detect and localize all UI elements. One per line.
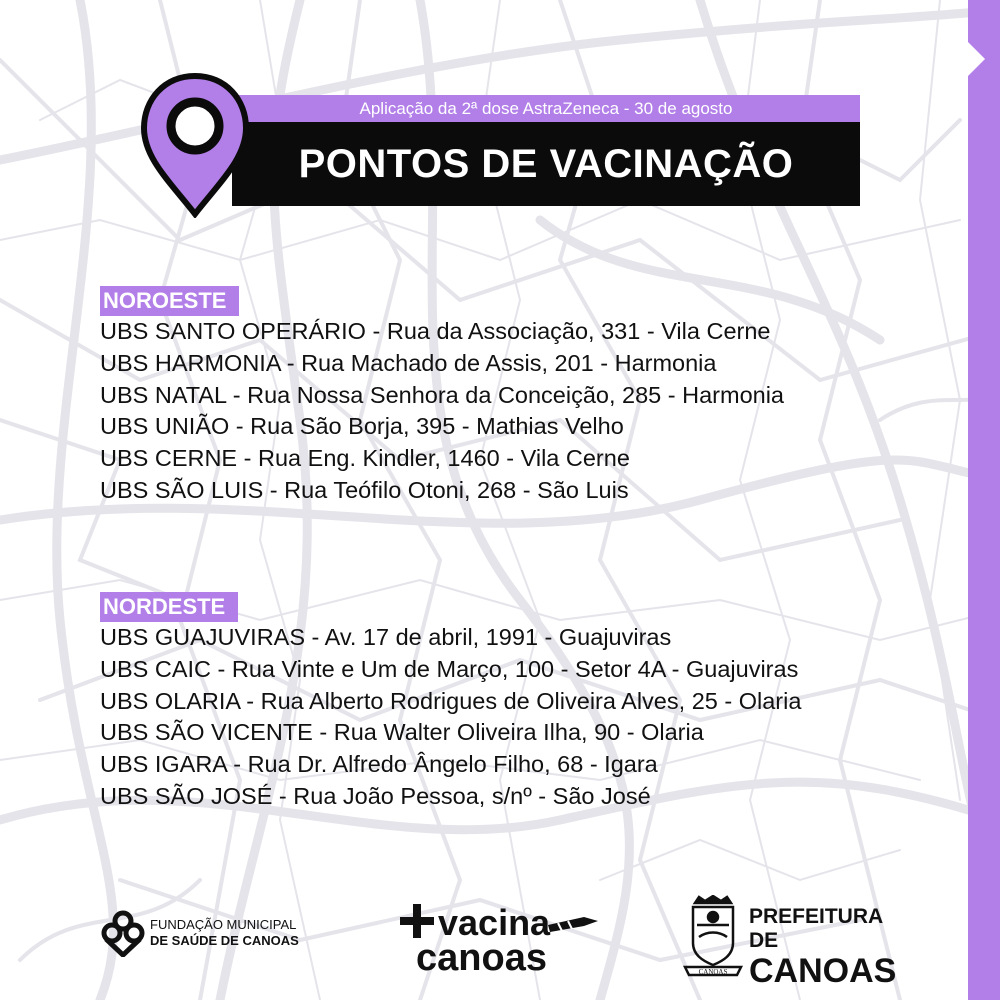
prefeitura-line1: PREFEITURA DE bbox=[749, 905, 883, 952]
ubs-address: - Rua Dr. Alfredo Ângelo Filho, 68 - Igara bbox=[226, 751, 658, 778]
vacina-text: vacina bbox=[438, 902, 551, 943]
ubs-name: UBS NATAL bbox=[100, 381, 227, 408]
list-item bbox=[100, 781, 801, 813]
header-subtitle: Aplicação da 2ª dose AstraZeneca - 30 de agosto bbox=[232, 95, 860, 122]
ubs-address: - Rua Walter Oliveira Ilha, 90 - Olaria bbox=[312, 719, 704, 746]
list-item bbox=[100, 411, 784, 443]
ubs-address: - Rua São Borja, 395 - Mathias Velho bbox=[229, 413, 624, 440]
ubs-address: - Rua Machado de Assis, 201 - Harmonia bbox=[280, 349, 717, 376]
ubs-name: UBS SÃO VICENTE bbox=[100, 719, 313, 746]
ubs-name: UBS OLARIA bbox=[100, 687, 240, 714]
ubs-address: - Rua Vinte e Um de Março, 100 - Setor 4A - Guajuviras bbox=[211, 655, 799, 682]
ubs-address: - Rua João Pessoa, s/nº - São José bbox=[272, 782, 651, 809]
list-item bbox=[100, 443, 784, 475]
list-item bbox=[100, 622, 801, 654]
location-list bbox=[100, 622, 801, 813]
vacina-canoas-logo bbox=[398, 895, 608, 980]
prefeitura-name bbox=[749, 905, 913, 989]
ubs-name: UBS CERNE bbox=[100, 445, 238, 472]
list-item bbox=[100, 686, 801, 718]
syringe-icon bbox=[548, 917, 598, 932]
ubs-name: UBS CAIC bbox=[100, 655, 211, 682]
heart-knot-logo-icon bbox=[100, 909, 146, 957]
prefeitura-line2: CANOAS bbox=[749, 952, 897, 990]
list-item bbox=[100, 475, 784, 507]
fundacao-line2: DE SAÚDE DE CANOAS bbox=[150, 933, 299, 948]
ubs-name: UBS UNIÃO bbox=[100, 413, 230, 440]
ubs-name: UBS SÃO LUIS bbox=[100, 476, 264, 503]
ubs-name: UBS SANTO OPERÁRIO bbox=[100, 318, 366, 344]
side-stripe-notch bbox=[968, 42, 985, 76]
list-item bbox=[100, 316, 784, 348]
city-seal-icon bbox=[683, 895, 743, 977]
ubs-address: - Rua Alberto Rodrigues de Oliveira Alves, 25 - Olaria bbox=[239, 687, 802, 714]
section-label: NOROESTE bbox=[100, 286, 239, 316]
section-nordeste bbox=[100, 592, 801, 813]
ubs-address: - Rua Teófilo Otoni, 268 - São Luis bbox=[263, 476, 629, 503]
list-item bbox=[100, 654, 801, 686]
fundacao-saude-logo bbox=[100, 895, 330, 980]
ubs-address: - Rua da Associação, 331 - Vila Cerne bbox=[365, 318, 771, 344]
list-item bbox=[100, 380, 784, 412]
fundacao-line1: FUNDAÇÃO MUNICIPAL bbox=[150, 917, 297, 932]
list-item bbox=[100, 717, 801, 749]
ubs-name: UBS IGARA bbox=[100, 751, 227, 778]
prefeitura-canoas-logo bbox=[683, 895, 913, 990]
section-label: NORDESTE bbox=[100, 592, 238, 622]
ubs-address: - Rua Eng. Kindler, 1460 - Vila Cerne bbox=[237, 445, 630, 472]
decorative-side-stripe bbox=[968, 0, 1000, 1000]
ubs-address: - Rua Nossa Senhora da Conceição, 285 - Harmonia bbox=[226, 381, 785, 408]
page-title: PONTOS DE VACINAÇÃO bbox=[232, 122, 860, 206]
location-pin-icon bbox=[140, 72, 250, 218]
list-item bbox=[100, 348, 784, 380]
ubs-name: UBS HARMONIA bbox=[100, 349, 281, 376]
ubs-name: UBS GUAJUVIRAS bbox=[100, 624, 306, 650]
section-noroeste bbox=[100, 286, 784, 507]
vacina-canoas-wordmark bbox=[398, 895, 608, 980]
ubs-name: UBS SÃO JOSÉ bbox=[100, 782, 273, 809]
ubs-address: - Av. 17 de abril, 1991 - Guajuviras bbox=[305, 624, 672, 650]
fundacao-name bbox=[150, 917, 299, 949]
location-list bbox=[100, 316, 784, 507]
list-item bbox=[100, 749, 801, 781]
canoas-text: canoas bbox=[416, 937, 547, 979]
seal-text: CANOAS bbox=[698, 968, 728, 976]
